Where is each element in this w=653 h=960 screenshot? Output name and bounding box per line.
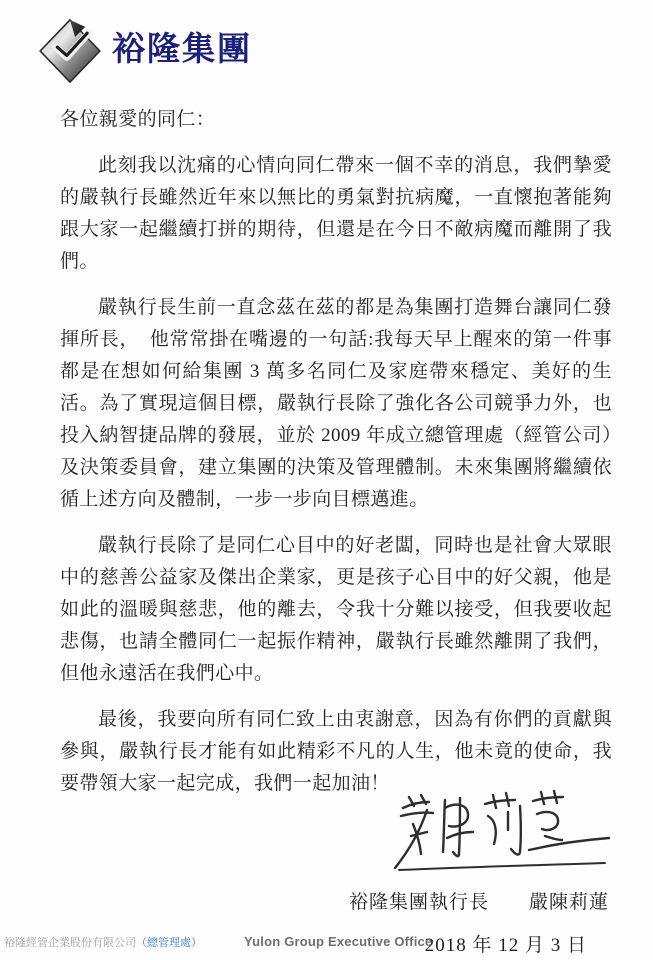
paragraph-1: 此刻我以沈痛的心情向同仁帶來一個不幸的消息，我們摯愛的嚴執行長雖然近年來以無比的勇氣對抗病魔，一直懷抱著能夠跟大家一起繼續打拼的期待，但還是在今日不敵病魔而離開了我們。 — [60, 155, 612, 272]
salutation: 各位親愛的同仁： — [60, 109, 216, 130]
company-name: 裕隆集團 — [112, 29, 252, 67]
page-footer — [4, 934, 653, 950]
date: 2018 年 12 月 3 日 — [424, 935, 587, 956]
letter-body — [60, 104, 612, 800]
letterhead — [0, 0, 653, 84]
footer-company-zh: 裕隆經管企業股份有限公司 — [4, 937, 136, 949]
footer-division-zh: （總管理處） — [136, 937, 202, 949]
signoff-title-name: 裕隆集團執行長 嚴陳莉蓮 — [348, 892, 609, 913]
paragraph-3: 嚴執行長除了是同仁心目中的好老闆，同時也是社會大眾眼中的慈善公益家及傑出企業家，更是孩子心目中的好父親，他是如此的溫暖與慈悲，他的離去，令我十分難以接受，但我要收起悲傷，也請全體同仁一起振作精神，嚴執行長雖然離開了我們，但他永遠活在我們心中。 — [60, 535, 612, 684]
footer-company-en: Yulon Group Executive Office — [244, 934, 433, 949]
yulon-logo-icon — [38, 18, 102, 84]
handwritten-signature — [387, 788, 615, 880]
paragraph-4: 最後，我要向所有同仁致上由衷謝意，因為有你們的貢獻與參與，嚴執行長才能有如此精彩不凡的人生，他未竟的使命，我要帶領大家一起完成，我們一起加油！ — [60, 709, 612, 794]
paragraph-2: 嚴執行長生前一直念茲在茲的都是為集團打造舞台讓同仁發揮所長， 他常常掛在嘴邊的一句話:我每天早上醒來的第一件事都是在想如何給集團 3 萬多名同仁及家庭帶來穩定、美好的生活。為了實現這個目標，嚴執行長除了強化各公司競爭力外，也投入納智捷品牌的發展，並於 2009 年成立總管理處（經管公司）及決策委員會，建立集團的決策及管理體制。未來集團將繼續依循上述方向及體制，一步一步向目標邁進。 — [60, 297, 612, 510]
signature-block — [0, 788, 653, 957]
